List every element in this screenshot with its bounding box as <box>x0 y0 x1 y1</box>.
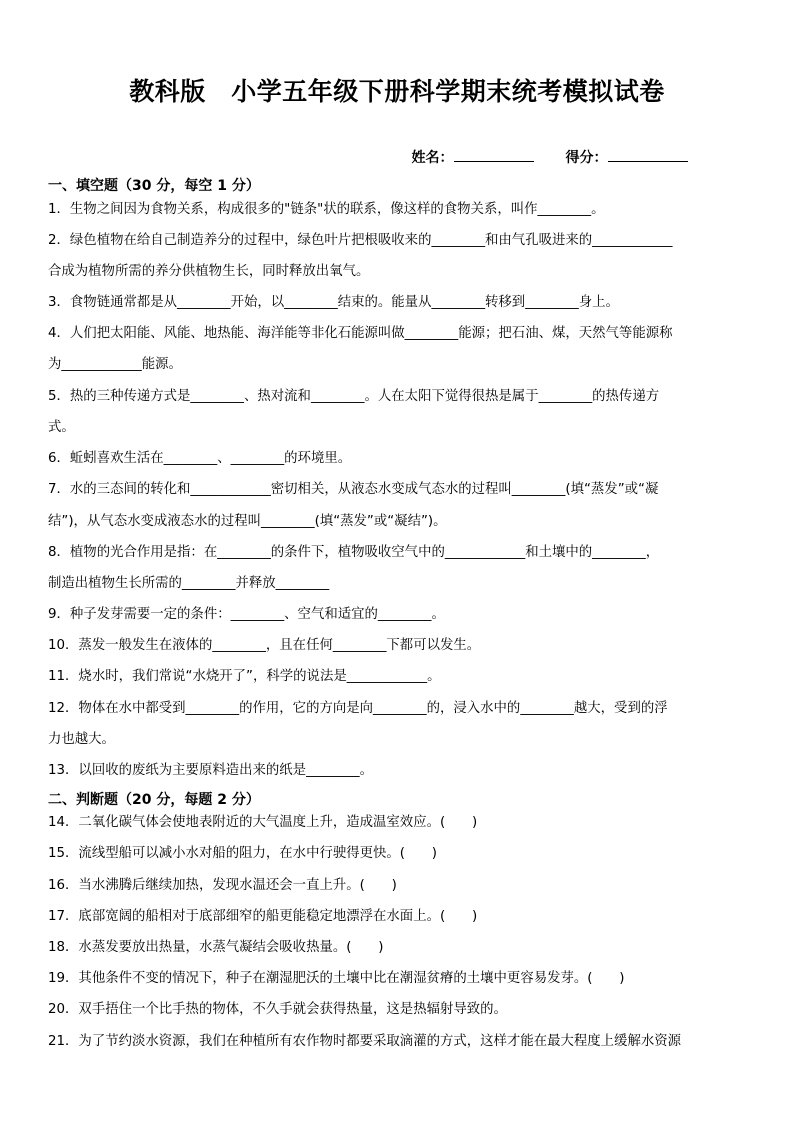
question-16: 16．当水沸腾后继续加热，发现水温还会一直上升。( ) <box>48 878 397 893</box>
question-7-line-1: 7．水的三态间的转化和____________密切相关，从液态水变成气态水的过程叫________(填“蒸发”或“凝 <box>48 482 659 497</box>
question-2-line-1: 2．绿色植物在给自己制造养分的过程中，绿色叶片把根吸收来的________和由气孔吸进来的____________ <box>48 233 673 248</box>
score-label: 得分： <box>565 150 608 166</box>
name-score-bar <box>392 131 688 183</box>
question-8-line-1: 8．植物的光合作用是指：在________的条件下，植物吸收空气中的____________和土壤中的________， <box>48 545 660 560</box>
question-13: 13．以回收的废纸为主要原料造出来的纸是________。 <box>48 763 374 778</box>
question-18: 18．水蒸发要放出热量，水蒸气凝结会吸收热量。( ) <box>48 940 384 955</box>
question-15: 15．流线型船可以减小水对船的阻力，在水中行驶得更快。( ) <box>48 846 438 861</box>
question-12-line-2: 力也越大。 <box>48 732 115 747</box>
question-4-line-1: 4．人们把太阳能、风能、地热能、海洋能等非化石能源叫做________能源；把石油、煤，天然气等能源称 <box>48 326 673 341</box>
name-label: 姓名： <box>411 150 454 166</box>
page-title: 教科版 小学五年级下册科学期末统考模拟试卷 <box>129 77 665 106</box>
question-20: 20．双手捂住一个比手热的物体，不久手就会获得热量，这是热辐射导致的。 <box>48 1002 507 1017</box>
question-10: 10．蒸发一般发生在液体的________，且在任何________下都可以发生。 <box>48 638 481 653</box>
section-judge-heading: 二、判断题（20 分，每题 2 分） <box>48 792 260 808</box>
score-blank[interactable] <box>608 147 688 162</box>
question-7-line-2: 结”)，从气态水变成液态水的过程叫________(填“蒸发”或“凝结”)。 <box>48 514 447 529</box>
question-1: 1．生物之间因为食物关系，构成很多的"链条"状的联系，像这样的食物关系，叫作________。 <box>48 202 605 217</box>
question-9: 9．种子发芽需要一定的条件：________、空气和适宜的________。 <box>48 607 445 622</box>
question-5-line-2: 式。 <box>48 420 75 435</box>
question-19: 19．其他条件不变的情况下，种子在潮湿肥沃的土壤中比在潮湿贫瘠的土壤中更容易发芽。( ) <box>48 971 625 986</box>
question-12-line-1: 12．物体在水中都受到________的作用，它的方向是向________的，浸入水中的________越大，受到的浮 <box>48 701 668 716</box>
question-5-line-1: 5．热的三种传递方式是________、热对流和________。人在太阳下觉得很热是属于________的热传递方 <box>48 389 660 404</box>
question-4-line-2: 为____________能源。 <box>48 357 182 372</box>
question-3: 3．食物链通常都是从________开始，以________结束的。能量从________转移到________身上。 <box>48 295 619 310</box>
question-17: 17．底部宽阔的船相对于底部细窄的船更能稳定地漂浮在水面上。( ) <box>48 909 478 924</box>
question-11: 11．烧水时，我们常说“水烧开了”，科学的说法是____________。 <box>48 669 441 684</box>
question-2-line-2: 合成为植物所需的养分供植物生长，同时释放出氧气。 <box>48 264 370 279</box>
name-blank[interactable] <box>454 147 534 162</box>
question-8-line-2: 制造出植物生长所需的________并释放________ <box>48 576 330 591</box>
section-fill-heading: 一、填空题（30 分，每空 1 分） <box>48 178 260 194</box>
question-14: 14．二氧化碳气体会使地表附近的大气温度上升，造成温室效应。( ) <box>48 815 478 830</box>
question-6: 6．蚯蚓喜欢生活在________、________的环境里。 <box>48 451 352 466</box>
question-21: 21．为了节约淡水资源，我们在种植所有农作物时都要采取滴灌的方式，这样才能在最大程度上缓解水资源 <box>48 1034 682 1049</box>
